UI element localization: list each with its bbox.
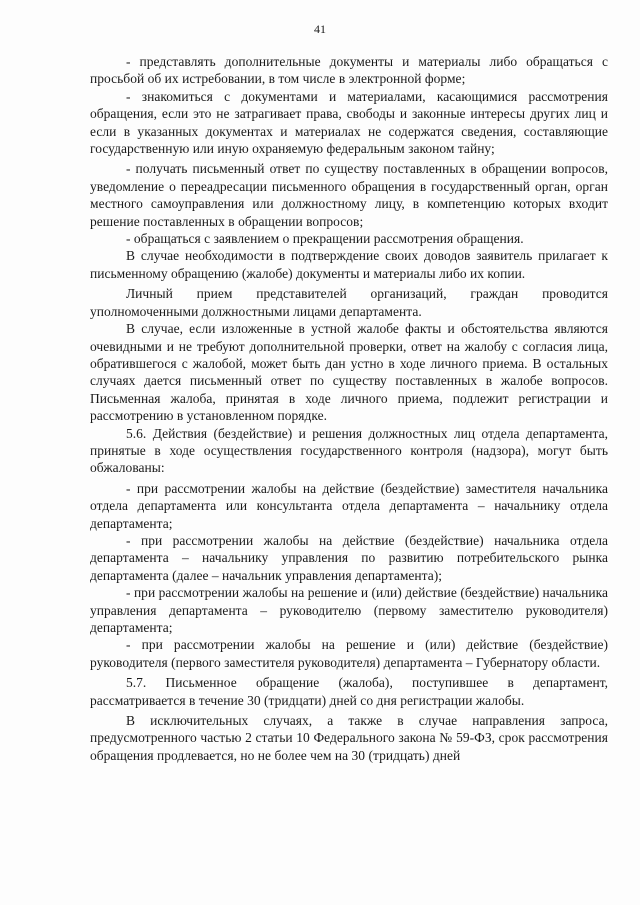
page-number: 41 (314, 22, 326, 36)
paragraph-appeal-department-head: - при рассмотрении жалобы на действие (бездействие) начальника отдела департамента – начальнику управления по развитию потребительского рынка департамента (далее – начальник управления департамента); (90, 532, 608, 583)
paragraph-written-answer: - получать письменный ответ по существу поставленных в обращении вопросов, уведомление о переадресации письменного обращения в государственный орган, орган местного самоуправления или должностному лицу, в компетенцию которых входит решение поставленных в обращении вопросов; (90, 161, 608, 229)
paragraph-attach-documents: В случае необходимости в подтверждение своих доводов заявитель прилагает к письменному обращению (жалобе) документы и материалы либо их копии. (90, 248, 608, 281)
paragraph-provide-documents: - представлять дополнительные документы и материалы либо обращаться с просьбой об их истребовании, в том числе в электронной форме; (90, 54, 608, 87)
paragraph-oral-complaint: В случае, если изложенные в устной жалобе факты и обстоятельства являются очевидными и не требуют дополнительной проверки, ответ на жалобу с согласия лица, обратившегося с жалобой, может быть дан устно в ходе личного приема. В остальных случаях дается письменный ответ по существу поставленных в жалобе вопросов. Письменная жалоба, принятая в ходе личного приема, подлежит регистрации и рассмотрению в установленном порядке. (90, 321, 608, 424)
paragraph-termination-request: - обращаться с заявлением о прекращении рассмотрения обращения. (126, 231, 524, 247)
paragraph-appeal-deputy: - при рассмотрении жалобы на действие (бездействие) заместителя начальника отдела департамента или консультанта отдела департамента – начальнику отдела департамента; (90, 480, 608, 531)
paragraph-appeal-management-head: - при рассмотрении жалобы на решение и (или) действие (бездействие) начальника управления департамента – руководителю (первому заместителю руководителя) департамента; (90, 585, 608, 635)
paragraph-personal-reception: Личный прием представителей организаций, граждан проводится уполномоченными должностными лицами департамента. (90, 286, 608, 319)
paragraph-section-5-7: 5.7. Письменное обращение (жалоба), поступившее в департамент, рассматривается в течение 30 (тридцати) дней со дня регистрации жалобы. (90, 675, 608, 708)
paragraph-section-5-6: 5.6. Действия (бездействие) и решения должностных лиц отдела департамента, принятые в ходе осуществления государственного контроля (надзора), могут быть обжалованы: (90, 425, 608, 476)
paragraph-review-materials: - знакомиться с документами и материалами, касающимися рассмотрения обращения, если это не затрагивает права, свободы и законные интересы других лиц и если в указанных документах и материалах не содержатся сведения, составляющие государственную или иную охраняемую федеральным законом тайну; (90, 88, 608, 157)
paragraph-exceptional-cases: В исключительных случаях, а также в случае направления запроса, предусмотренного частью 2 статьи 10 Федерального закона № 59-ФЗ, срок рассмотрения обращения продлевается, но не более чем на 30 (тридцать) дней (90, 713, 608, 763)
document-body (90, 53, 608, 764)
paragraph-appeal-governor: - при рассмотрении жалобы на решение и (или) действие (бездействие) руководителя (первого заместителя руководителя) департамента – Губернатору области. (90, 637, 608, 670)
